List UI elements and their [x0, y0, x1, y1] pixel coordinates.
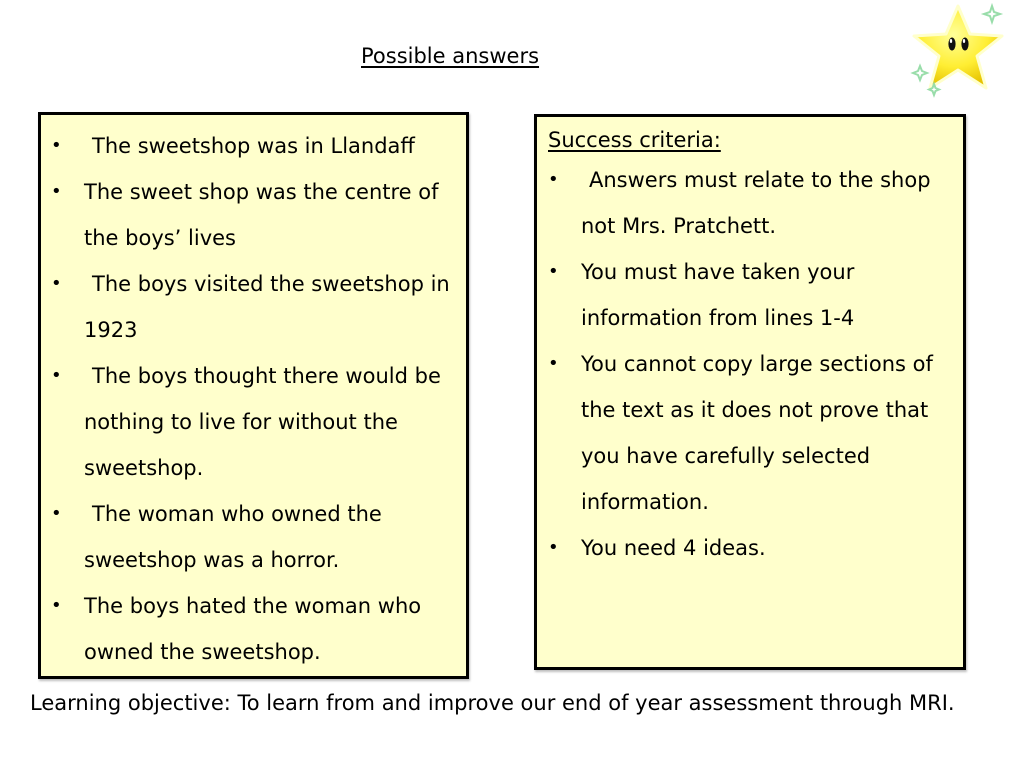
criteria-text: You cannot copy large sections of the text as it does not prove that you have carefully selected information. — [581, 352, 933, 514]
list-item — [548, 525, 957, 571]
list-item — [548, 157, 957, 249]
criteria-text: You must have taken your information from lines 1-4 — [581, 260, 855, 330]
criteria-text: You need 4 ideas. — [581, 536, 766, 560]
list-item — [51, 169, 460, 261]
criteria-text: Answers must relate to the shop not Mrs. Pratchett. — [581, 168, 931, 238]
answer-text: The sweetshop was in Llandaff — [92, 134, 415, 158]
bullet-glyph: • — [548, 353, 559, 374]
list-item — [548, 249, 957, 341]
answer-text: The boys hated the woman who owned the sweetshop. — [84, 594, 422, 664]
smiling-star-icon — [906, 0, 1016, 106]
list-item — [51, 353, 460, 491]
success-criteria-box — [534, 114, 966, 670]
learning-objective: Learning objective: To learn from and improve our end of year assessment through MRI. — [30, 691, 955, 715]
possible-answers-box — [38, 112, 469, 679]
list-item — [51, 583, 460, 675]
answer-text: The boys visited the sweetshop in 1923 — [84, 272, 450, 342]
slide-title: Possible answers — [361, 44, 540, 68]
answer-text: The woman who owned the sweetshop was a horror. — [84, 502, 382, 572]
bullet-glyph: • — [51, 595, 62, 616]
list-item — [51, 261, 460, 353]
bullet-glyph: • — [51, 365, 62, 386]
answer-text: The boys thought there would be nothing to live for without the sweetshop. — [84, 364, 441, 480]
bullet-glyph: • — [548, 169, 559, 190]
criteria-list — [548, 157, 957, 571]
bullet-glyph: • — [51, 273, 62, 294]
answers-list — [51, 123, 460, 675]
list-item — [51, 123, 460, 169]
answer-text: The sweet shop was the centre of the boys’ lives — [84, 180, 439, 250]
list-item — [51, 491, 460, 583]
bullet-glyph: • — [51, 135, 62, 156]
bullet-glyph: • — [51, 503, 62, 524]
list-item — [548, 341, 957, 525]
bullet-glyph: • — [51, 181, 62, 202]
bullet-glyph: • — [548, 261, 559, 282]
bullet-glyph: • — [548, 537, 559, 558]
success-criteria-heading: Success criteria: — [548, 128, 721, 152]
